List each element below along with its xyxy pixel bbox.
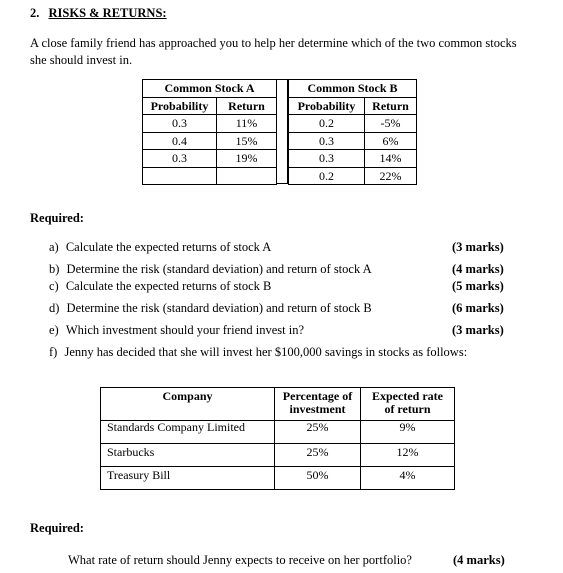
table-cell: Standards Company Limited [101, 421, 275, 444]
table-header-row [101, 388, 455, 421]
table-cell: Treasury Bill [101, 467, 275, 490]
header-line: investment [289, 401, 346, 416]
stock-a-header-return: Return [217, 97, 277, 115]
portfolio-header-company: Company [101, 388, 275, 421]
question-marks: (3 marks) [452, 240, 504, 254]
question-text: Calculate the expected returns of stock A [65, 240, 272, 254]
stock-b-table [288, 79, 417, 185]
section-number: 2. [30, 6, 40, 20]
table-cell [217, 167, 277, 185]
section-title: RISKS & RETURNS: [48, 6, 167, 20]
question-label: e) [49, 323, 59, 337]
question-label: b) [49, 262, 60, 276]
question-label: f) [49, 345, 58, 359]
table-cell: 15% [217, 132, 277, 150]
header-line: Expected rate [372, 389, 443, 403]
table-cell: 9% [361, 421, 455, 444]
question-text: Determine the risk (standard deviation) and return of stock A [66, 262, 372, 276]
table-row [101, 444, 455, 467]
table-row [101, 467, 455, 490]
final-question-marks: (4 marks) [453, 553, 505, 567]
table-cell: 50% [275, 467, 361, 490]
table-cell: 6% [365, 132, 417, 150]
table-cell: 0.3 [289, 150, 365, 168]
question-label: c) [49, 279, 59, 293]
table-cell: 0.2 [289, 115, 365, 133]
table-cell: 0.2 [289, 167, 365, 185]
question-text: Which investment should your friend invest in? [65, 323, 304, 337]
table-cell: -5% [365, 115, 417, 133]
question-text: Jenny has decided that she will invest her $100,000 savings in stocks as follows: [64, 345, 468, 359]
portfolio-header-percentage [275, 388, 361, 421]
table-row [143, 132, 277, 150]
table-cell: 25% [275, 421, 361, 444]
stock-b-title: Common Stock B [289, 80, 417, 98]
stock-a-table [142, 79, 277, 185]
section-heading [30, 6, 167, 21]
question-marks: (3 marks) [452, 323, 504, 337]
intro-line-1: A close family friend has approached you to help her determine which of the two common stocks [30, 36, 517, 50]
table-row [101, 421, 455, 444]
question-d [49, 301, 372, 316]
table-row [143, 115, 277, 133]
table-cell: 25% [275, 444, 361, 467]
table-cell: 19% [217, 150, 277, 168]
table-cell: 0.3 [143, 150, 217, 168]
table-cell: 12% [361, 444, 455, 467]
question-marks: (6 marks) [452, 301, 504, 315]
table-separator [276, 79, 288, 184]
stock-a-title: Common Stock A [143, 80, 277, 98]
header-line: Percentage of [282, 389, 353, 403]
table-row [143, 167, 277, 185]
stock-b-header-return: Return [365, 97, 417, 115]
question-text: Calculate the expected returns of stock B [65, 279, 272, 293]
table-row [289, 132, 417, 150]
question-marks: (5 marks) [452, 279, 504, 293]
required-heading-2: Required: [30, 521, 84, 535]
table-cell: 14% [365, 150, 417, 168]
final-question-text: What rate of return should Jenny expects to receive on her portfolio? [68, 553, 412, 567]
table-row [289, 150, 417, 168]
table-cell: 0.3 [289, 132, 365, 150]
table-row [289, 167, 417, 185]
table-cell: 0.4 [143, 132, 217, 150]
stock-b-header-probability: Probability [289, 97, 365, 115]
question-label: a) [49, 240, 59, 254]
question-c [49, 279, 271, 294]
table-cell: 22% [365, 167, 417, 185]
table-row [289, 115, 417, 133]
portfolio-header-rate [361, 388, 455, 421]
stock-a-header-probability: Probability [143, 97, 217, 115]
table-cell: Starbucks [101, 444, 275, 467]
question-marks: (4 marks) [452, 262, 504, 276]
question-a [49, 240, 271, 255]
table-row [143, 150, 277, 168]
required-heading: Required: [30, 211, 84, 225]
question-text: Determine the risk (standard deviation) and return of stock B [66, 301, 372, 315]
question-f [49, 345, 467, 360]
portfolio-table [100, 387, 455, 490]
table-cell: 11% [217, 115, 277, 133]
header-line: of return [384, 401, 431, 416]
question-label: d) [49, 301, 60, 315]
question-b [49, 262, 372, 277]
question-e [49, 323, 304, 338]
table-cell: 0.3 [143, 115, 217, 133]
table-cell [143, 167, 217, 185]
intro-line-2: she should invest in. [30, 53, 133, 67]
table-cell: 4% [361, 467, 455, 490]
